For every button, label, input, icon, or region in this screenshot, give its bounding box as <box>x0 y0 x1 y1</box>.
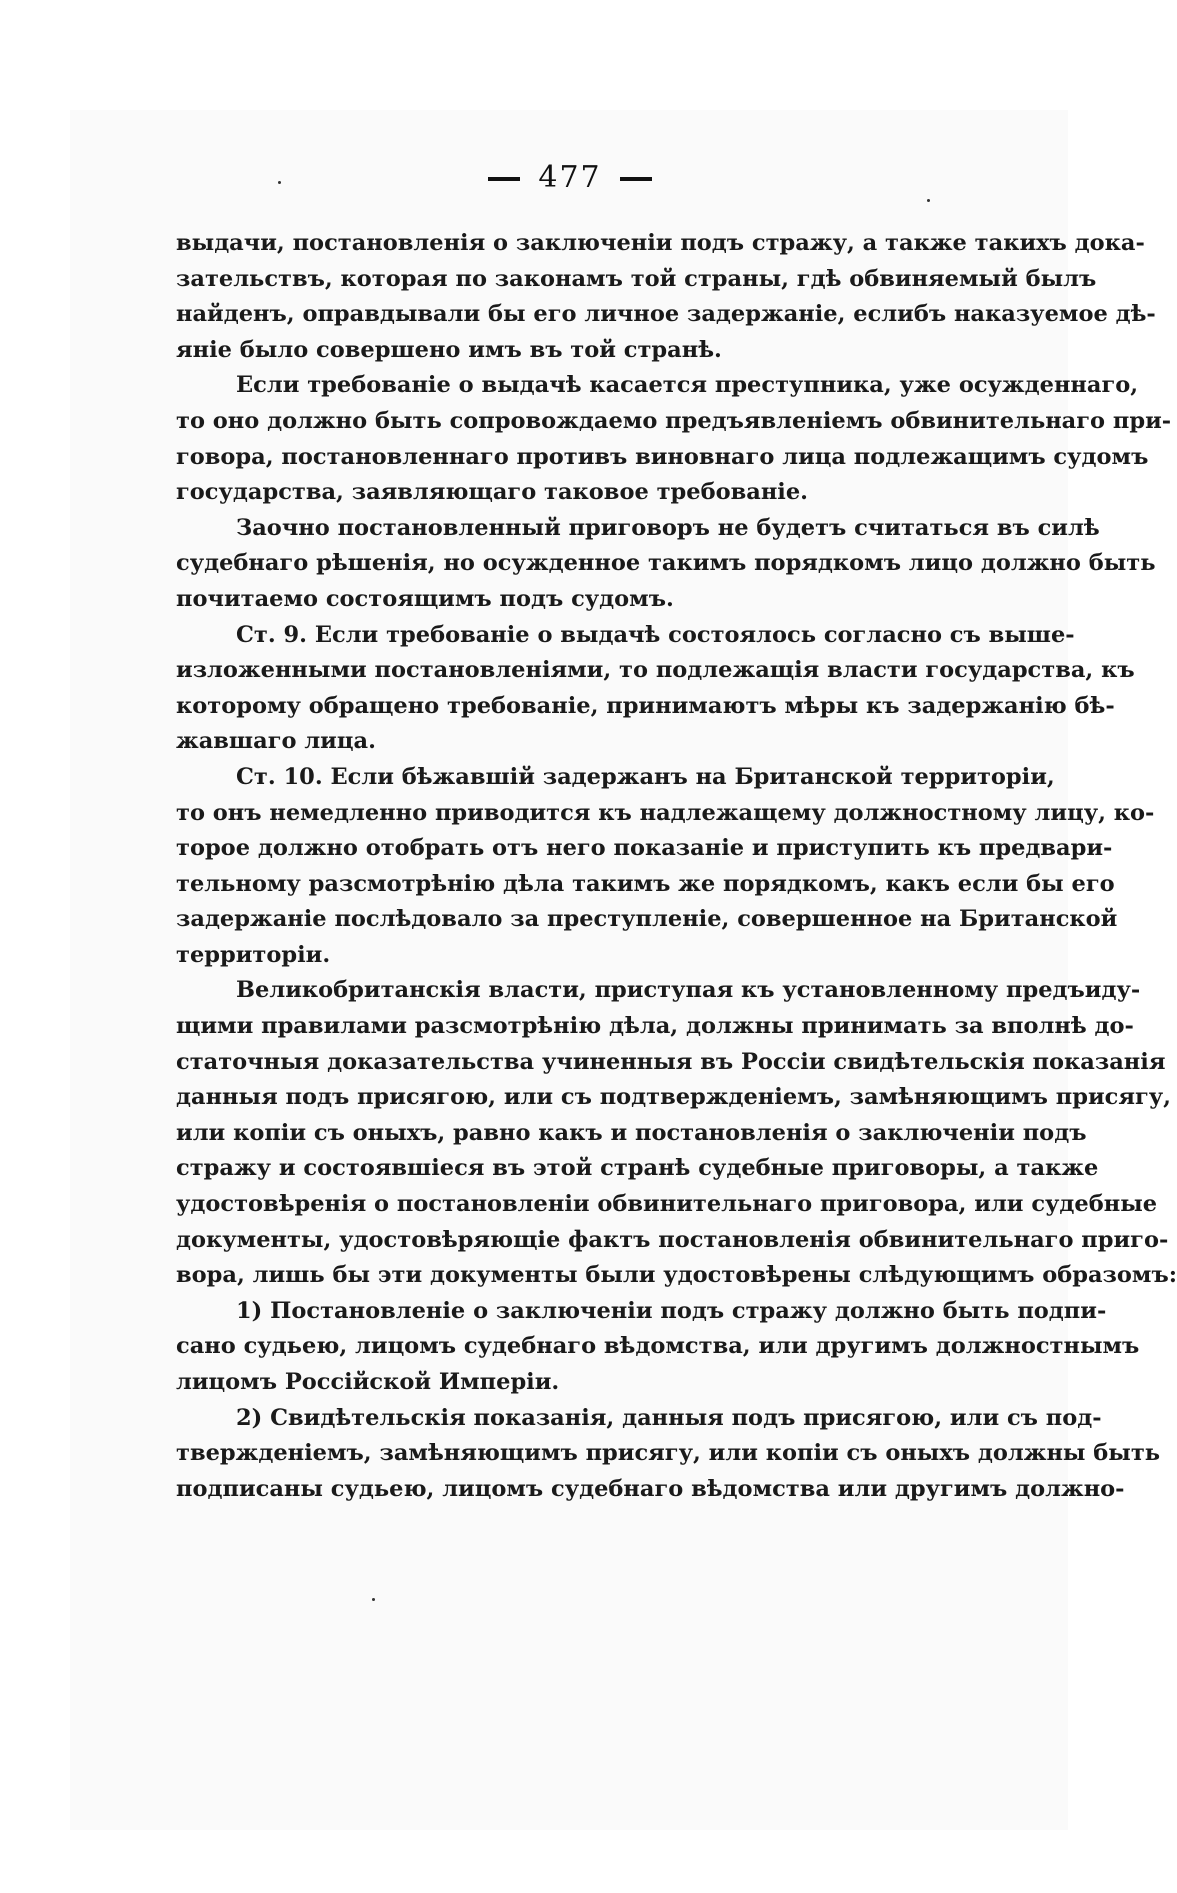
article-10-line: Ст. 10. Если бѣжавшій задержанъ на Британской территоріи, <box>236 763 1055 790</box>
left-dash <box>488 177 520 181</box>
text-line: зательствъ, которая по законамъ той страны, гдѣ обвиняемый былъ <box>176 265 1097 292</box>
scan-speck <box>278 181 281 184</box>
text-line: яніе было совершено имъ въ той странѣ. <box>176 336 722 363</box>
text-line: документы, удостовѣряющіе фактъ постановленія обвинительнаго приго- <box>176 1226 1169 1253</box>
text-line: или копіи съ оныхъ, равно какъ и постановленія о заключеніи подъ <box>176 1119 1087 1146</box>
text-line: щими правилами разсмотрѣнію дѣла, должны принимать за вполнѣ до- <box>176 1013 1134 1040</box>
page-number: 477 <box>538 160 602 195</box>
text-line: выдачи, постановленія о заключеніи подъ стражу, а также такихъ дока- <box>176 230 1145 256</box>
text-line: которому обращено требованіе, принимаютъ мѣры къ задержанію бѣ- <box>176 692 1115 719</box>
text-line: сано судьею, лицомъ судебнаго вѣдомства, или другимъ должностнымъ <box>176 1333 1140 1360</box>
scan-speck <box>372 1598 375 1601</box>
list-item-2-line: 2) Свидѣтельскія показанія, данныя подъ присягою, или съ под- <box>236 1404 1102 1431</box>
text-line: почитаемо состоящимъ подъ судомъ. <box>176 585 674 612</box>
article-9-line: Ст. 9. Если требованіе о выдачѣ состоялось согласно съ выше- <box>236 621 1075 648</box>
text-line: тельному разсмотрѣнію дѣла такимъ же порядкомъ, какъ если бы его <box>176 870 1115 897</box>
text-line: территоріи. <box>176 941 331 968</box>
text-line: торое должно отобрать отъ него показаніе и приступить къ предвари- <box>176 835 1113 862</box>
right-dash <box>620 177 652 181</box>
text-line: твержденіемъ, замѣняющимъ присягу, или копіи съ оныхъ должны быть <box>176 1440 1161 1467</box>
text-line: лицомъ Россійской Имперіи. <box>176 1369 560 1395</box>
text-line: то онъ немедленно приводится къ надлежащему должностному лицу, ко- <box>176 799 1155 826</box>
text-line: задержаніе послѣдовало за преступленіе, совершенное на Британской <box>176 906 1118 933</box>
text-line: стражу и состоявшіеся въ этой странѣ судебные приговоры, а также <box>176 1155 1099 1182</box>
text-line: найденъ, оправдывали бы его личное задержаніе, еслибъ наказуемое дѣ- <box>176 301 1156 328</box>
text-line: Великобританскія власти, приступая къ установленному предъиду- <box>236 977 1141 1004</box>
page-header <box>0 160 1140 195</box>
text-line: статочныя доказательства учиненныя въ Россіи свидѣтельскія показанія <box>176 1048 1166 1075</box>
text-line: судебнаго рѣшенія, но осужденное такимъ порядкомъ лицо должно быть <box>176 550 1156 577</box>
text-line: Заочно постановленный приговоръ не будетъ считаться въ силѣ <box>236 514 1100 541</box>
body-text <box>176 226 1177 1507</box>
text-line: изложенными постановленіями, то подлежащія власти государства, къ <box>176 657 1135 684</box>
text-line: вора, лишь бы эти документы были удостовѣрены слѣдующимъ образомъ: <box>176 1262 1177 1289</box>
text-line: то оно должно быть сопровождаемо предъявленіемъ обвинительнаго при- <box>176 407 1172 434</box>
text-line: говора, постановленнаго противъ виновнаго лица подлежащимъ судомъ <box>176 443 1149 470</box>
text-line: жавшаго лица. <box>176 728 376 755</box>
text-line: удостовѣренія о постановленіи обвинительнаго приговора, или судебные <box>176 1191 1158 1218</box>
text-line: государства, заявляющаго таковое требованіе. <box>176 479 808 506</box>
text-line: данныя подъ присягою, или съ подтвержденіемъ, замѣняющимъ присягу, <box>176 1084 1171 1111</box>
text-line: подписаны судьею, лицомъ судебнаго вѣдомства или другимъ должно- <box>176 1475 1125 1502</box>
list-item-1-line: 1) Постановленіе о заключеніи подъ стражу должно быть подпи- <box>236 1297 1107 1324</box>
text-line: Если требованіе о выдачѣ касается преступника, уже осужденнаго, <box>236 372 1139 399</box>
scan-speck <box>927 199 930 202</box>
